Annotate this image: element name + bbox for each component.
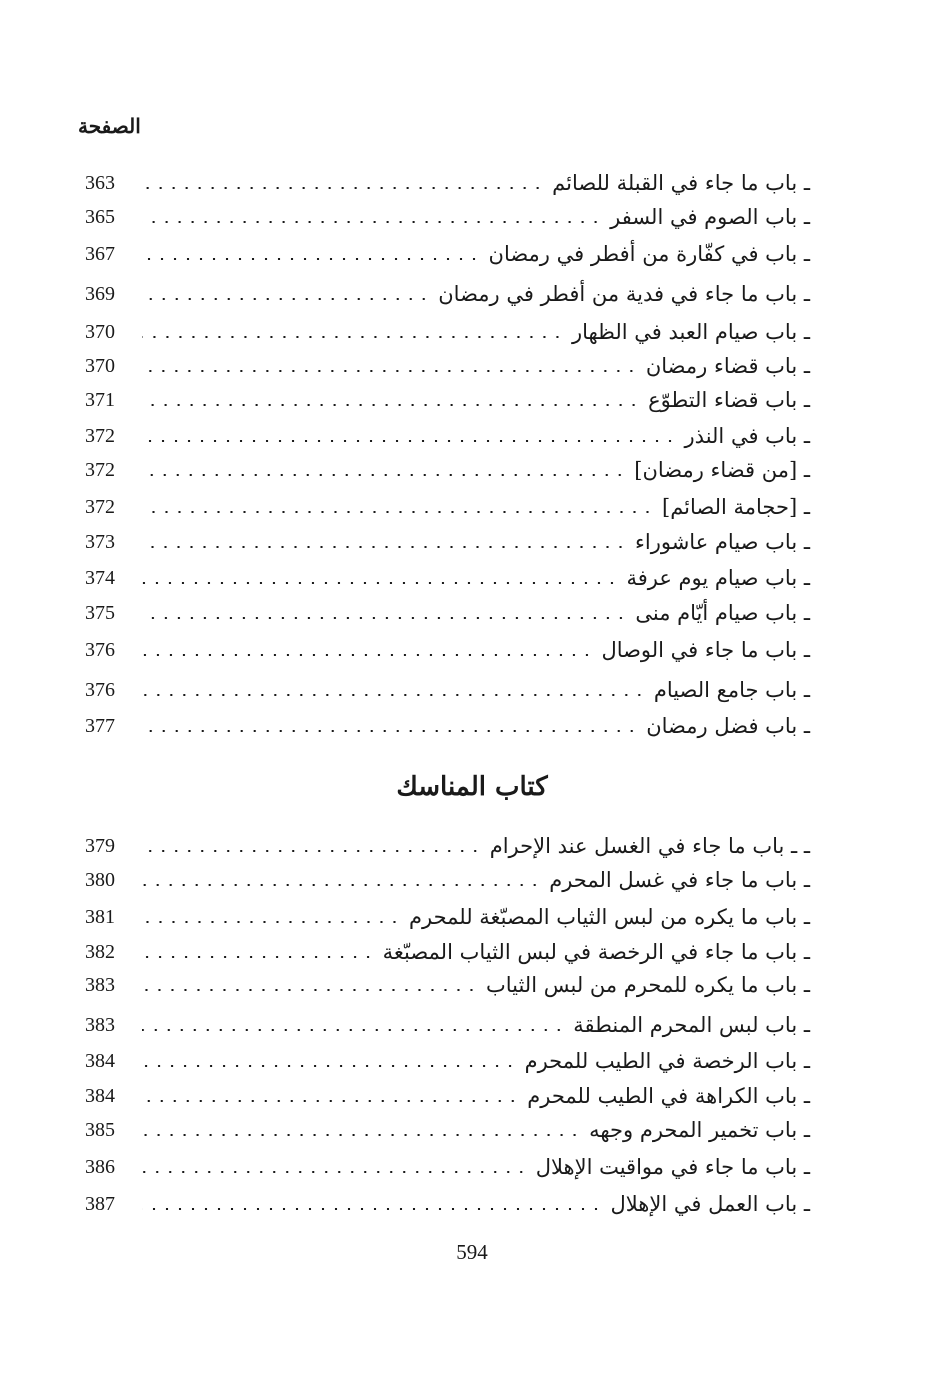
dot-leader [142,1171,528,1173]
dot-leader [142,1029,565,1031]
toc-entry-title: ـ [حجامة الصائم] [662,495,810,519]
dot-leader [142,921,401,923]
dot-leader [142,694,646,696]
toc-entry-title: ـ باب في كفّارة من أفطر في رمضان [488,242,810,266]
dot-leader [142,730,638,732]
dot-leader [142,989,478,991]
toc-entry-title: ـ باب صيام أيّام منى [635,601,810,625]
toc-entry-title: ـ باب ما جاء في الوصال [601,638,810,662]
toc-entry-page: 369 [85,282,115,305]
toc-entry-page: 387 [85,1192,115,1215]
dot-leader [142,1134,581,1136]
toc-entry-title: ـ باب الرخصة في الطيب للمحرم [524,1049,810,1073]
dot-leader [142,336,564,338]
toc-entry-title: ـ باب الصوم في السفر [610,205,810,229]
toc-entry-page: 365 [85,205,115,228]
dot-leader [142,654,593,656]
toc-entry [70,633,810,667]
dot-leader [142,617,627,619]
dot-leader [142,1065,517,1067]
dot-leader [142,884,541,886]
toc-entry-page: 383 [85,1013,115,1036]
toc-entry-page: 372 [85,495,115,518]
toc-entry-page: 370 [85,320,115,343]
toc-entry [70,673,810,707]
toc-entry [70,315,810,349]
toc-entry [70,900,810,934]
dot-leader [142,850,482,852]
toc-entry-page: 385 [85,1118,115,1141]
toc-entry [70,1150,810,1184]
toc-entry-page: 376 [85,678,115,701]
toc-entry [70,1079,810,1113]
dot-leader [142,1100,519,1102]
toc-entry-title: ـ باب صيام يوم عرفة [626,566,810,590]
dot-leader [142,1208,603,1210]
toc-entry [70,863,810,897]
toc-entry [70,561,810,595]
toc-entry [70,349,810,383]
toc-entry-page: 374 [85,566,115,589]
toc-entry-page: 384 [85,1084,115,1107]
toc-entry [70,1187,810,1221]
dot-leader [142,474,626,476]
dot-leader [142,258,481,260]
toc-entry-title: ـ باب ما جاء في القبلة للصائم [552,171,810,195]
toc-entry [70,1008,810,1042]
dot-leader [142,221,602,223]
toc-entry-page: 383 [85,973,115,996]
toc-entry-title: ـ باب فضل رمضان [646,714,810,738]
toc-entry [70,596,810,630]
dot-leader [142,298,430,300]
toc-entry-title: ـ باب ما جاء في غسل المحرم [549,868,810,892]
toc-entry [70,968,810,1002]
dot-leader [142,511,654,513]
toc-entry [70,1044,810,1078]
toc-entry [70,419,810,453]
dot-leader [142,187,544,189]
toc-entry-page: 382 [85,940,115,963]
dot-leader [142,404,640,406]
toc-entry-title: ـ باب ما جاء في فدية من أفطر في رمضان [438,282,810,306]
toc-entry-page: 386 [85,1155,115,1178]
toc-entry-title: ـ باب الكراهة في الطيب للمحرم [527,1084,810,1108]
toc-entry-page: 376 [85,638,115,661]
toc-entry-title: ـ باب في النذر [684,424,810,448]
toc-entry-title: ـ باب صيام العبد في الظهار [571,320,810,344]
dot-leader [142,546,627,548]
toc-entry-page: 373 [85,530,115,553]
dot-leader [142,956,375,958]
toc-entry-page: 381 [85,905,115,928]
dot-leader [142,440,677,442]
toc-entry-page: 372 [85,424,115,447]
toc-entry [70,200,810,234]
toc-entry [70,166,810,200]
dot-leader [142,582,618,584]
page-header-label: الصفحة [78,114,141,138]
page-number: 594 [456,1240,488,1264]
toc-entry [70,453,810,487]
dot-leader [142,370,638,372]
toc-entry [70,1113,810,1147]
toc-entry-title: ـ باب ما جاء في مواقيت الإهلال [535,1155,810,1179]
toc-entry-page: 380 [85,868,115,891]
toc-entry-page: 375 [85,601,115,624]
toc-entry [70,490,810,524]
toc-entry [70,525,810,559]
toc-entry-title: ـ باب قضاء رمضان [645,354,810,378]
toc-entry [70,829,810,863]
toc-entry-title: ـ باب جامع الصيام [653,678,810,702]
toc-entry-page: 372 [85,458,115,481]
toc-entry-title: ـ ـ باب ما جاء في الغسل عند الإحرام [489,834,810,858]
toc-entry-title: ـ باب لبس المحرم المنطقة [573,1013,810,1037]
toc-entry-title: ـ [من قضاء رمضان] [634,458,810,482]
toc-entry-title: ـ باب صيام عاشوراء [635,530,810,554]
toc-entry-page: 370 [85,354,115,377]
toc-entry [70,709,810,743]
toc-entry-page: 363 [85,171,115,194]
toc-entry-page: 384 [85,1049,115,1072]
toc-entry [70,237,810,271]
section-title: كتاب المناسك [396,772,548,802]
toc-entry-title: ـ باب ما يكره للمحرم من لبس الثياب [485,973,810,997]
toc-entry-page: 377 [85,714,115,737]
toc-entry [70,277,810,311]
toc-entry [70,383,810,417]
toc-entry-title: ـ باب ما جاء في الرخصة في لبس الثياب المصبّغة [382,940,810,964]
toc-entry-title: ـ باب ما يكره من لبس الثياب المصبّغة للمحرم [408,905,810,929]
toc-entry-page: 371 [85,388,115,411]
toc-entry-title: ـ باب قضاء التطوّع [648,388,810,412]
toc-entry [70,935,810,969]
toc-entry-title: ـ باب تخمير المحرم وجهه [589,1118,810,1142]
toc-entry-title: ـ باب العمل في الإهلال [610,1192,810,1216]
toc-entry-page: 367 [85,242,115,265]
toc-entry-page: 379 [85,834,115,857]
